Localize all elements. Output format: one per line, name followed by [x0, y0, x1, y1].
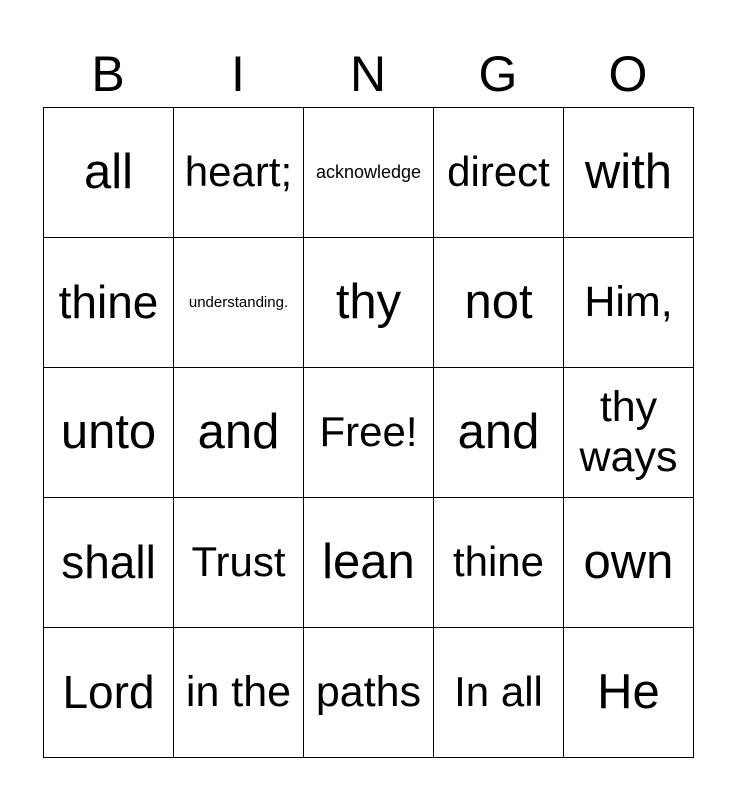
cell-text: Lord — [62, 666, 155, 719]
header-letter-i: I — [231, 46, 245, 102]
cell-text: all — [83, 145, 134, 200]
cell-text: Him, — [584, 277, 673, 326]
cell-text: paths — [315, 667, 422, 716]
cell-text: in the — [185, 667, 292, 716]
bingo-cell-r5c4[interactable] — [434, 628, 564, 758]
bingo-cell-r1c4[interactable] — [434, 108, 564, 238]
cell-text: lean — [322, 535, 415, 590]
bingo-cell-r4c2[interactable] — [174, 498, 304, 628]
cell-text: with — [584, 145, 673, 200]
cell-text: thine — [452, 538, 545, 586]
cell-text: Trust — [191, 538, 286, 586]
cell-text: thine — [58, 276, 159, 329]
header-letter-g: G — [478, 46, 518, 102]
bingo-cell-r5c3[interactable] — [304, 628, 434, 758]
bingo-cell-r1c2[interactable] — [174, 108, 304, 238]
cell-text: and — [457, 405, 540, 460]
bingo-cell-r2c5[interactable] — [564, 238, 694, 368]
bingo-cell-r3c5[interactable] — [564, 368, 694, 498]
bingo-cell-r4c5[interactable] — [564, 498, 694, 628]
bingo-cell-r4c4[interactable] — [434, 498, 564, 628]
bingo-cell-r3c1[interactable] — [44, 368, 174, 498]
cell-text: own — [583, 535, 674, 590]
bingo-cell-r1c1[interactable] — [44, 108, 174, 238]
bingo-cell-r5c1[interactable] — [44, 628, 174, 758]
bingo-board — [43, 107, 694, 758]
cell-text: understanding. — [188, 293, 289, 311]
bingo-cell-r5c5[interactable] — [564, 628, 694, 758]
cell-text: not — [464, 275, 533, 330]
header-letter-b: B — [91, 46, 125, 102]
cell-text: direct — [447, 148, 550, 196]
bingo-cell-r3c2[interactable] — [174, 368, 304, 498]
bingo-cell-r2c1[interactable] — [44, 238, 174, 368]
cell-text: unto — [60, 405, 157, 460]
bingo-cell-r4c1[interactable] — [44, 498, 174, 628]
bingo-cell-r4c3[interactable] — [304, 498, 434, 628]
cell-text: thy ways — [579, 383, 678, 481]
cell-text: thy — [335, 275, 402, 330]
bingo-cell-r1c5[interactable] — [564, 108, 694, 238]
header-letter-o: O — [608, 46, 648, 102]
cell-text: He — [597, 665, 660, 720]
bingo-cell-r5c2[interactable] — [174, 628, 304, 758]
cell-text: and — [197, 405, 280, 460]
cell-text: In all — [454, 668, 543, 716]
header-letter-n: N — [349, 46, 387, 102]
bingo-cell-r3c3-free-space[interactable] — [304, 368, 434, 498]
bingo-cell-r1c3[interactable] — [304, 108, 434, 238]
bingo-header — [43, 40, 693, 108]
cell-text: acknowledge — [315, 162, 422, 183]
bingo-cell-r3c4[interactable] — [434, 368, 564, 498]
cell-text: Free! — [319, 408, 418, 456]
bingo-cell-r2c3[interactable] — [304, 238, 434, 368]
cell-text: heart; — [184, 148, 293, 196]
bingo-cell-r2c4[interactable] — [434, 238, 564, 368]
bingo-cell-r2c2[interactable] — [174, 238, 304, 368]
cell-text: shall — [61, 536, 156, 589]
